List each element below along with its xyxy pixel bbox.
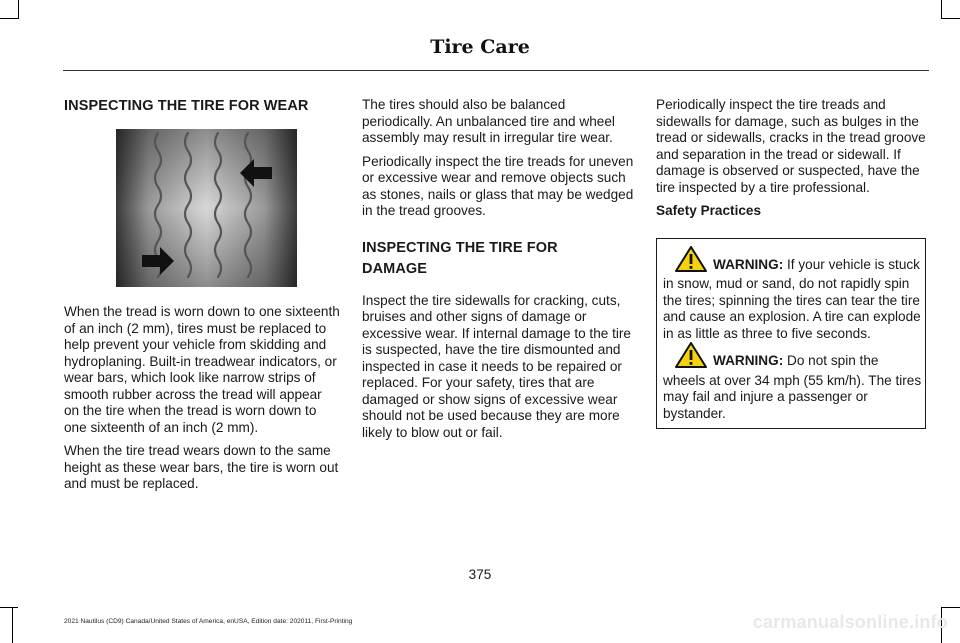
warning-text: If your vehicle is stuck in snow, mud or sand, do not rapidly spin the tires; spinning the tires can tear the tire and cause an explosion. A tire can explode in as little as three to five seconds.: [663, 256, 921, 341]
paragraph: Inspect the tire sidewalls for cracking, cuts, bruises and other signs of damage or excessive wear. If internal damage to the tire is suspected, have the tire dismounted and inspected in case it needs to be repaired or replaced. For your safety, tires that are damaged or show signs of excessive wear should not be used because they are more likely to blow out or fail.: [362, 292, 631, 440]
crop-mark: [0, 607, 18, 608]
warning-label: WARNING:: [713, 353, 784, 368]
paragraph: Periodically inspect the tire treads for uneven or excessive wear and remove objects such as stones, nails or glass that may be wedged in the tread grooves.: [362, 153, 634, 218]
warning-box: [656, 238, 926, 430]
warning-item: [663, 246, 922, 343]
crop-mark: [0, 18, 18, 19]
paragraph: When the tread is worn down to one sixteenth of an inch (2 mm), tires must be replaced to help prevent your vehicle from skidding and hydroplaning. Built-in treadwear indicators, or wear bars, which look like narrow strips of smooth rubber across the tread will appear on the tire when the tread is worn down to one sixteenth of an inch (2 mm).: [64, 304, 340, 435]
section-heading-damage-line1: INSPECTING THE TIRE FOR: [362, 239, 558, 256]
section-heading-damage-line2: DAMAGE: [362, 260, 428, 277]
tire-tread-illustration: [116, 129, 297, 287]
crop-mark: [942, 607, 960, 608]
warning-triangle-icon: [675, 342, 707, 373]
section-heading-wear: INSPECTING THE TIRE FOR WEAR: [64, 98, 309, 114]
paragraph: Periodically inspect the tire treads and sidewalls for damage, such as bulges in the tread or sidewalls, cracks in the tread groove and separation in the tread or sidewall. If damage is observed or suspected, have the tire inspected by a tire professional.: [656, 97, 926, 195]
crop-mark: [18, 0, 19, 19]
warning-item: [663, 342, 922, 422]
page-header-title: Tire Care: [430, 36, 530, 58]
footer-edition-info: 2021 Nautilus (CD9) Canada/United States of America, enUSA, Edition date: 202011, First-Printing: [64, 618, 353, 625]
crop-mark: [12, 607, 13, 643]
header-divider: [63, 70, 929, 71]
watermark: carmanualsonline.info: [752, 612, 948, 632]
page-number: 375: [468, 567, 492, 582]
column-2: [362, 97, 638, 448]
column-3: [656, 97, 926, 429]
tire-tread-wear-bar-illustration: [116, 129, 297, 287]
crop-mark: [942, 18, 960, 19]
column-1: [64, 97, 340, 500]
subheading-safety-practices: Safety Practices: [656, 203, 762, 218]
warning-triangle-icon: [675, 246, 707, 277]
paragraph: When the tire tread wears down to the same height as these wear bars, the tire is worn out and must be replaced.: [64, 443, 339, 491]
warning-text: Do not spin the wheels at over 34 mph (55 km/h). The tires may fail and injure a passenger or bystander.: [663, 353, 922, 421]
warning-label: WARNING:: [713, 256, 784, 272]
paragraph: The tires should also be balanced periodically. An unbalanced tire and wheel assembly may result in irregular tire wear.: [362, 97, 615, 145]
section-heading-damage: [362, 238, 638, 280]
crop-mark: [941, 0, 942, 19]
